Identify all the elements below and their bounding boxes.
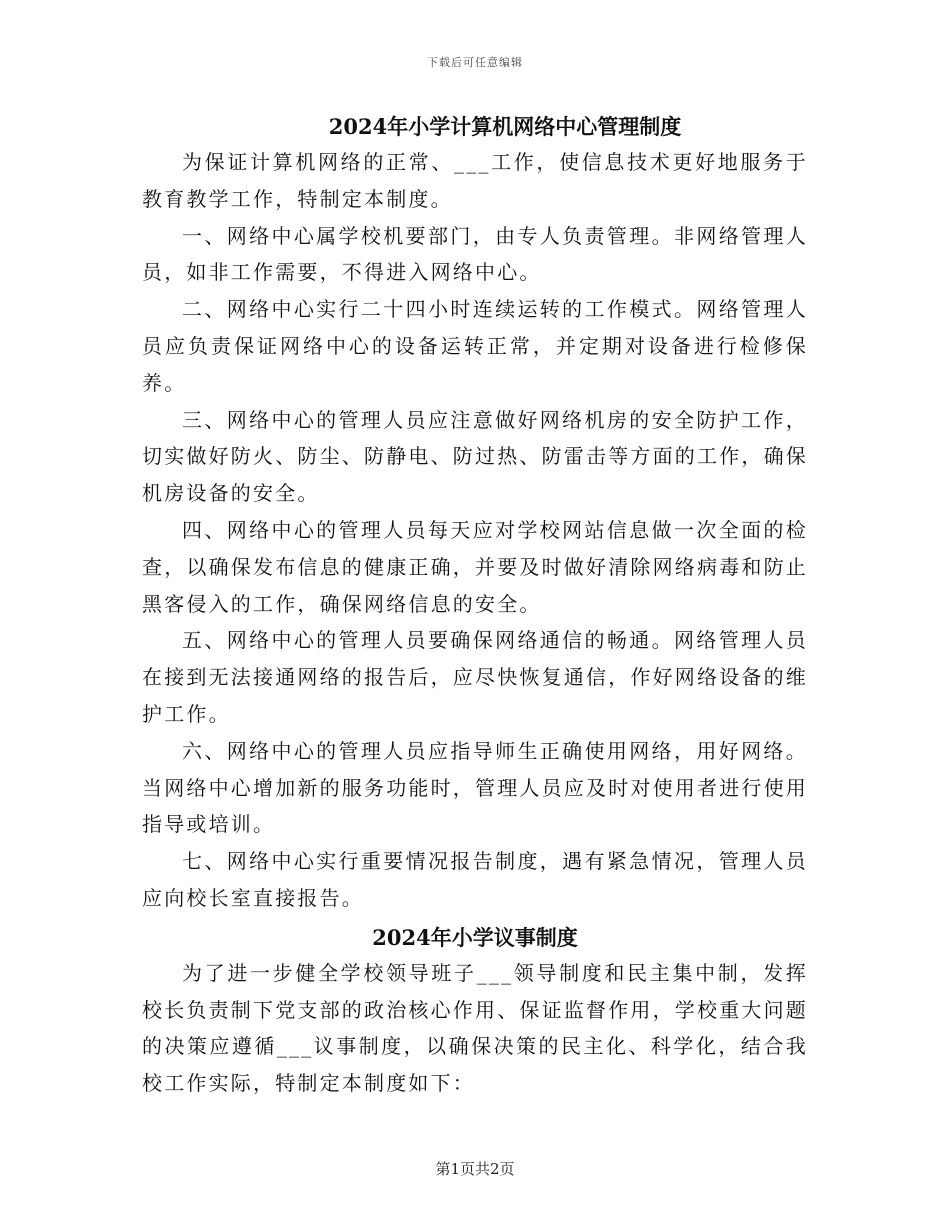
section-1-title: 2024年小学计算机网络中心管理制度 (328, 114, 682, 139)
section-1-paragraph: 六、网络中心的管理人员应指导师生正确使用网络，用好网络。当网络中心增加新的服务功能时，管理人员应及时对使用者进行使用指导或培训。 (142, 738, 808, 837)
section-2-paragraph: 为了进一步健全学校领导班子___领导制度和民主集中制，发挥校长负责制下党支部的政治核心作用、保证监督作用，学校重大问题的决策应遵循___议事制度，以确保决策的民主化、科学化，结合我校工作实际，特制定本制度如下： (142, 960, 808, 1096)
section-1-paragraph: 七、网络中心实行重要情况报告制度，遇有紧急情况，管理人员应向校长室直接报告。 (142, 849, 808, 910)
section-1-paragraph: 二、网络中心实行二十四小时连续运转的工作模式。网络管理人员应负责保证网络中心的设备运转正常，并定期对设备进行检修保养。 (142, 297, 808, 395)
section-2-title: 2024年小学议事制度 (372, 924, 578, 950)
header-note: 下载后可任意编辑 (427, 56, 523, 69)
section-1-paragraph: 三、网络中心的管理人员应注意做好网络机房的安全防护工作，切实做好防火、防尘、防静电、防过热、防雷击等方面的工作，确保机房设备的安全。 (142, 407, 808, 506)
page-number: 第1页共2页 (435, 1160, 515, 1178)
document-body (142, 112, 808, 1102)
section-1-paragraph: 四、网络中心的管理人员每天应对学校网站信息做一次全面的检查，以确保发布信息的健康正确，并要及时做好清除网络病毒和防止黑客侵入的工作，确保网络信息的安全。 (142, 517, 808, 616)
section-1-paragraph: 五、网络中心的管理人员要确保网络通信的畅通。网络管理人员在接到无法接通网络的报告后，应尽快恢复通信，作好网络设备的维护工作。 (142, 628, 808, 726)
section-1-paragraph: 为保证计算机网络的正常、___工作，使信息技术更好地服务于教育教学工作，特制定本制度。 (142, 150, 808, 211)
section-1-paragraph: 一、网络中心属学校机要部门，由专人负责管理。非网络管理人员，如非工作需要，不得进入网络中心。 (142, 223, 808, 285)
